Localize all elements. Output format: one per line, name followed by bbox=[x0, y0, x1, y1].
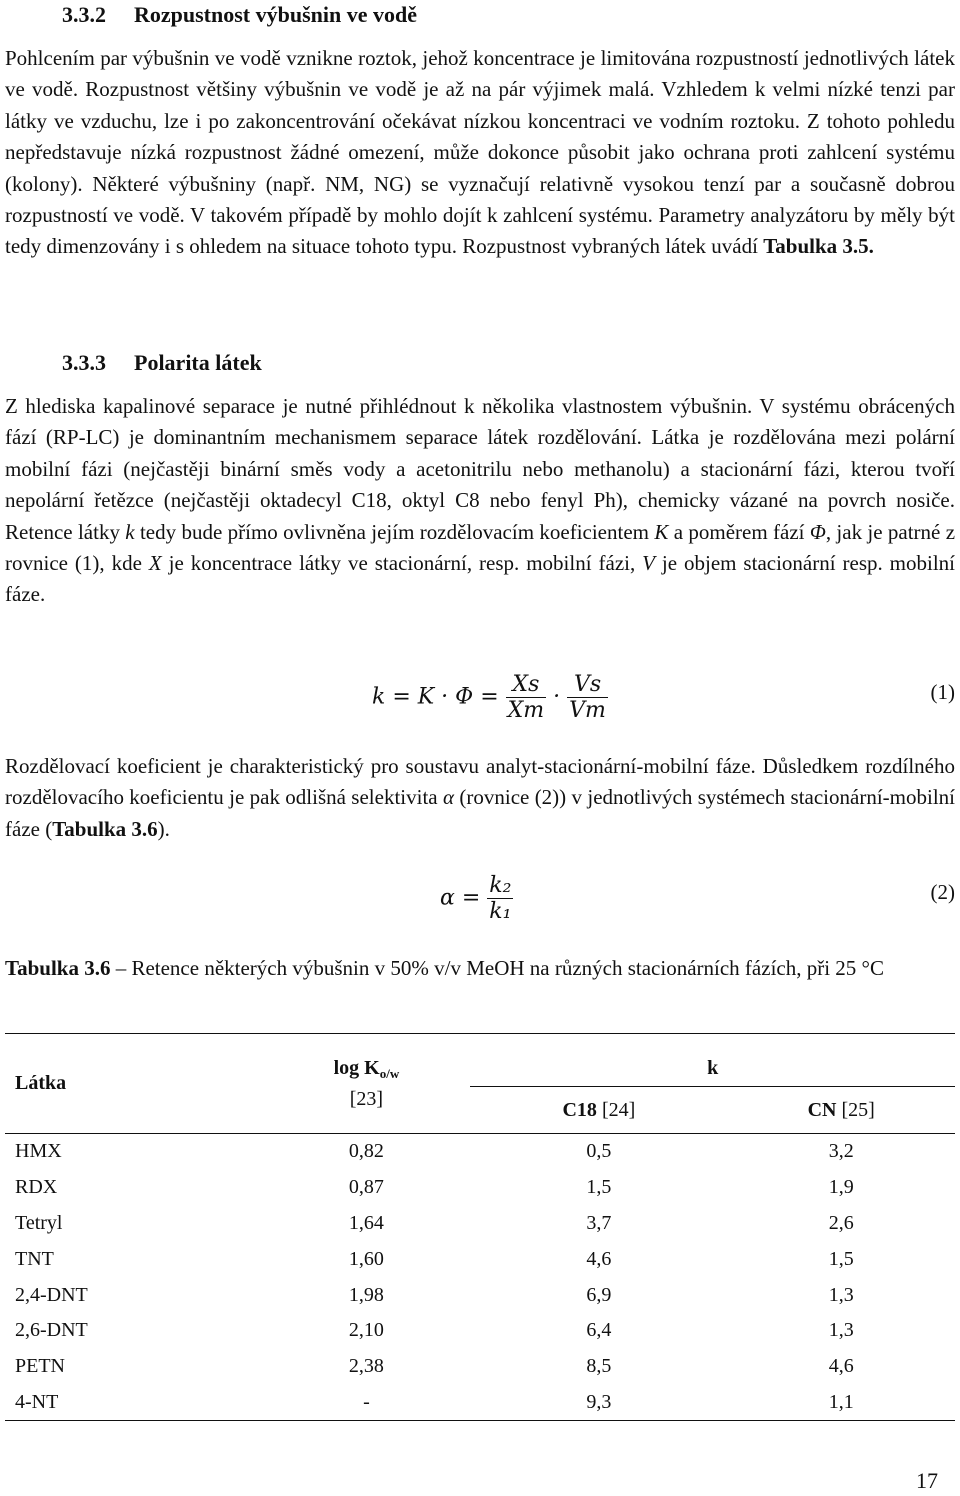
cell-logk: 0,82 bbox=[348, 1140, 384, 1163]
equation-1 bbox=[372, 672, 608, 723]
equation-2-label: (2) bbox=[930, 880, 955, 904]
logk-label: log K bbox=[333, 1056, 380, 1079]
cell-logk: - bbox=[363, 1390, 370, 1413]
polarity-text: je koncentrace látky ve stacionární, resp. mobilní fázi, bbox=[168, 551, 636, 576]
equation-1-label: (1) bbox=[930, 680, 955, 704]
table-row bbox=[5, 1313, 955, 1349]
symbol-V: V bbox=[642, 551, 655, 576]
table-row bbox=[5, 1385, 955, 1421]
section-number: 3.3.2 bbox=[62, 2, 106, 27]
cell-logk: 1,64 bbox=[348, 1211, 384, 1234]
cell-substance: HMX bbox=[15, 1140, 62, 1163]
cell-logk: 2,10 bbox=[348, 1319, 384, 1342]
cell-cn: 3,2 bbox=[828, 1140, 854, 1163]
sentence-end: . bbox=[868, 234, 874, 259]
cell-cn: 1,5 bbox=[828, 1247, 854, 1270]
section-title: Rozpustnost výbušnin ve vodě bbox=[134, 2, 418, 27]
table-row bbox=[5, 1349, 955, 1385]
cell-c18: 6,9 bbox=[586, 1283, 612, 1306]
denominator: Xm bbox=[507, 698, 545, 723]
header-latka: Látka bbox=[15, 1072, 67, 1094]
equation-lhs: k = K · Φ = bbox=[372, 684, 499, 710]
multiply-dot: · bbox=[553, 684, 561, 710]
section-heading-polarity bbox=[62, 350, 262, 376]
fraction-x bbox=[506, 672, 547, 723]
cn-label: CN bbox=[807, 1098, 837, 1121]
cell-cn: 1,3 bbox=[828, 1283, 854, 1306]
solubility-paragraph bbox=[5, 43, 955, 263]
cell-substance: RDX bbox=[15, 1176, 58, 1199]
fraction-v bbox=[567, 672, 608, 723]
section-heading-solubility bbox=[62, 2, 417, 28]
numerator: k₂ bbox=[489, 873, 512, 898]
c18-ref: [24] bbox=[601, 1098, 636, 1121]
cell-c18: 4,6 bbox=[586, 1247, 612, 1270]
symbol-K: K bbox=[654, 519, 669, 544]
cell-logk: 1,60 bbox=[348, 1247, 384, 1270]
numerator: Vs bbox=[573, 672, 602, 697]
cell-c18: 8,5 bbox=[586, 1355, 612, 1378]
header-cn bbox=[727, 1087, 955, 1134]
cell-c18: 9,3 bbox=[586, 1390, 612, 1413]
coefficient-text: Rozdělovací koeficient je charakteristický pro soustavu analyt-stacionární-mobilní fáze. Důsledkem rozdílného rozdělovacího koeficientu je pak odlišná selektivita bbox=[5, 754, 955, 810]
cell-logk: 0,87 bbox=[348, 1176, 384, 1199]
coefficient-paragraph bbox=[5, 751, 955, 845]
cell-substance: 4-NT bbox=[15, 1390, 59, 1413]
denominator: Vm bbox=[569, 698, 606, 723]
polarity-text: Z hlediska kapalinové separace je nutné přihlédnout k několika vlastnostem výbušnin. V systému obrácených fází (RP-LC) je dominantním mechanismem separace látek rozdělování. Látka je rozdělována mezi polární mobilní fázi (nejčastěji binární směs vody a acetonitrilu nebo methanolu) a stacionární fázi, kterou tvoří nepolární řetězce (nejčastěji oktadecyl C18, oktyl C8 nebo fenyl Ph), chemicky vázané na povrch nosiče. Retence látky bbox=[5, 394, 955, 544]
cell-cn: 2,6 bbox=[828, 1211, 854, 1234]
cell-cn: 1,3 bbox=[828, 1319, 854, 1342]
table-caption bbox=[5, 953, 955, 984]
page-number: 17 bbox=[916, 1468, 938, 1493]
cell-c18: 1,5 bbox=[586, 1176, 612, 1199]
table-reference: Tabulka 3.6 bbox=[52, 816, 158, 841]
polarity-text: , jak je patrné z rovnice (1), kde bbox=[5, 519, 956, 576]
table-row bbox=[5, 1170, 955, 1206]
polarity-text: tedy bude přímo ovlivněna jejím rozdělovacím koeficientem bbox=[139, 519, 649, 544]
cell-cn: 4,6 bbox=[828, 1355, 854, 1378]
table-reference: Tabulka 3.5 bbox=[763, 234, 869, 259]
c18-label: C18 bbox=[562, 1098, 597, 1121]
cell-cn: 1,9 bbox=[828, 1176, 854, 1199]
equation-2 bbox=[440, 873, 513, 924]
cell-substance: Tetryl bbox=[15, 1211, 63, 1234]
solubility-text: Pohlcením par výbušnin ve vodě vznikne roztok, jehož koncentrace je limitována rozpustností jednotlivých látek ve vodě. Rozpustnost většiny výbušnin ve vodě je až na pár výjimek malá. Vzhledem k velmi nízké tenzi par látky ve vzduchu, lze i po zakoncentrování očekávat nízkou koncentraci ve vodním roztoku. Z tohoto pohledu nepředstavuje nízká rozpustnost žádné omezení, může dokonce působit jako ochrana proti zahlcení systému (kolony). Některé výbušniny (např. NM, NG) se vyznačují relativně vysokou tenzí par a současně dobrou rozpustností ve vodě. V takovém případě by mohlo dojít k zahlcení systému. Parametry analyzátoru by měly být tedy dimenzovány i s ohledem na situace tohoto typu. Rozpustnost vybraných látek uvádí bbox=[5, 46, 955, 259]
denominator: k₁ bbox=[489, 899, 512, 924]
equation-lhs: α = bbox=[440, 885, 481, 911]
cell-c18: 6,4 bbox=[586, 1319, 612, 1342]
fraction-k bbox=[487, 873, 513, 924]
cell-substance: 2,4-DNT bbox=[15, 1283, 88, 1306]
coefficient-text: (rovnice (2)) v jednotlivých systémech stacionární-mobilní fáze ( bbox=[5, 785, 955, 841]
cell-c18: 3,7 bbox=[586, 1211, 612, 1234]
cell-substance: 2,6-DNT bbox=[15, 1319, 88, 1342]
retention-table bbox=[5, 1033, 955, 1421]
cell-substance: TNT bbox=[15, 1247, 54, 1270]
cell-logk: 1,98 bbox=[348, 1283, 384, 1306]
table-row bbox=[5, 1206, 955, 1242]
table-row bbox=[5, 1134, 955, 1170]
table-row bbox=[5, 1241, 955, 1277]
logk-ref: [23] bbox=[349, 1087, 384, 1110]
coefficient-text: ). bbox=[157, 816, 170, 841]
numerator: Xs bbox=[512, 672, 540, 697]
polarity-text: je objem stacionární resp. mobilní fáze. bbox=[5, 551, 956, 607]
header-logk bbox=[263, 1034, 471, 1134]
section-title: Polarita látek bbox=[134, 350, 262, 375]
cell-logk: 2,38 bbox=[348, 1355, 384, 1378]
symbol-k: k bbox=[125, 519, 135, 544]
cell-c18: 0,5 bbox=[586, 1140, 612, 1163]
symbol-alpha: α bbox=[442, 785, 455, 810]
header-c18 bbox=[470, 1087, 727, 1134]
polarity-paragraph bbox=[5, 391, 955, 611]
section-number: 3.3.3 bbox=[62, 350, 106, 375]
caption-text: – Retence některých výbušnin v 50% v/v MeOH na různých stacionárních fázích, při 25 °C bbox=[115, 956, 884, 980]
symbol-phi: Φ bbox=[809, 519, 826, 544]
cn-ref: [25] bbox=[841, 1098, 875, 1121]
header-k: k bbox=[470, 1034, 955, 1087]
table-row bbox=[5, 1277, 955, 1313]
cell-substance: PETN bbox=[15, 1355, 65, 1378]
cell-cn: 1,1 bbox=[828, 1390, 854, 1413]
caption-label: Tabulka 3.6 bbox=[5, 956, 111, 980]
logk-subscript: o/w bbox=[379, 1065, 400, 1081]
polarity-text: a poměrem fází bbox=[673, 519, 805, 544]
symbol-X: X bbox=[148, 551, 162, 576]
